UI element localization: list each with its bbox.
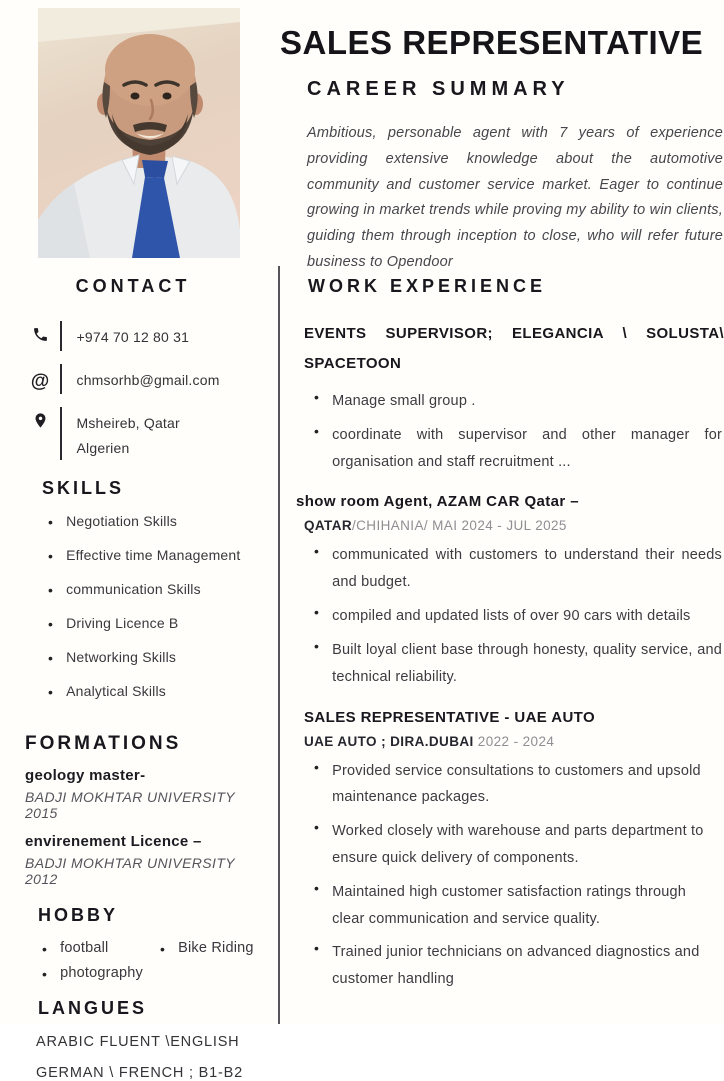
langues-heading: LANGUES [38,998,148,1019]
job-bullet: • Built loyal client base through honesty, quality service, and technical reliability. [314,637,722,685]
job-bullets [296,758,724,994]
job-entry-showroom-agent [296,487,724,690]
formation-entry [18,767,268,821]
formation-title: envirenement Licence – [25,833,202,851]
job-title: SALES REPRESENTATIVE - UAE AUTO [304,708,596,726]
job-subtitle-company: UAE AUTO ; DIRA.DUBAI [304,733,474,749]
job-bullet: • Worked closely with warehouse and parts department to ensure quick delivery of components. [314,819,704,866]
formation-title: geology master- [25,767,146,785]
formation-entry [18,833,268,887]
career-summary-heading: CAREER SUMMARY [307,78,570,100]
skills-section [18,478,268,703]
job-bullet: • compiled and updated lists of over 90 cars with details [314,604,691,625]
job-bullet: • Manage small group . [314,389,476,409]
job-entry-events-supervisor [296,319,724,475]
job-bullet: • Provided service consultations to customers and upsold maintenance packages. [314,758,701,806]
portrait-illustration [38,8,240,258]
location-pin-icon [28,407,52,460]
location-line2: Algerien [76,439,130,456]
skill-item: • Effective time Management [48,547,241,565]
job-subtitle-dates: 2022 - 2024 [473,733,555,749]
contact-list [18,321,268,460]
formation-detail: BADJI MOKHTAR UNIVERSITY 2015 [25,789,235,822]
skill-item: • communication Skills [48,581,201,599]
email-address: chmsorhb@gmail.com [76,372,220,388]
skills-heading: SKILLS [42,478,125,498]
hobby-item: • photography [42,964,143,982]
hobby-section [18,905,268,986]
location-text [62,407,180,460]
job-bullet: • communicated with customers to understand their needs and budget. [314,543,722,591]
job-bullet: • Trained junior technicians on advanced diagnostics and customer handling [314,940,700,988]
langue-line: ARABIC FLUENT \ENGLISH [36,1034,240,1051]
skill-item: • Negotiation Skills [48,513,178,530]
skill-item: • Networking Skills [48,649,177,667]
phone-number: +974 70 12 80 31 [76,329,190,345]
hobby-list [18,940,268,986]
location-line1: Msheireb, Qatar [76,415,180,431]
job-title: show room Agent, AZAM CAR Qatar – [296,493,579,511]
job-subtitle-company: QATAR [304,518,352,534]
contact-email [28,364,268,394]
phone-icon [28,321,52,351]
formation-detail: BADJI MOKHTAR UNIVERSITY 2012 [25,855,235,888]
hobby-item: • football [42,940,109,958]
job-subtitle [296,734,724,749]
job-bullet: • coordinate with supervisor and other manager for organisation and staff recruitment ... [314,422,722,470]
job-subtitle [296,518,724,533]
skills-list [18,513,268,703]
hobby-item: • Bike Riding [160,940,254,958]
contact-location [28,407,268,460]
profile-photo [38,8,240,258]
column-divider [278,266,280,1024]
skill-item: • Analytical Skills [48,683,166,701]
sidebar [18,276,268,1081]
job-subtitle-dates: /CHIHANIA/ MAI 2024 - JUL 2025 [352,518,567,534]
hobby-heading: HOBBY [38,905,119,926]
formations-section [18,733,268,887]
career-summary-text: Ambitious, personable agent with 7 years of experience providing extensive knowledge about the automotive community and customer service market. Eager to continue growing in market trends while proving my ability to win clients, guiding them through inception to close, who will refer future business to Opendoor [307,125,723,270]
formations-heading: FORMATIONS [25,733,182,755]
job-entry-sales-representative [296,703,724,994]
job-bullets [296,388,724,475]
contact-phone [28,321,268,351]
header [280,24,724,276]
email-at-icon: @ [30,371,50,392]
work-experience-heading: WORK EXPERIENCE [308,276,547,296]
job-bullets [296,542,724,690]
contact-heading: CONTACT [75,276,191,296]
job-bullet: • Maintained high customer satisfaction ratings through clear communication and service quality. [314,879,687,927]
job-title: EVENTS SUPERVISOR; ELEGANCIA \ SOLUSTA\ SPACETOON [304,325,724,372]
skill-item: • Driving Licence B [48,615,179,633]
langue-line: GERMAN \ FRENCH ; B1-B2 [36,1065,243,1081]
langues-section [18,998,268,1081]
page-title: SALES REPRESENTATIVE [280,24,704,61]
experience-column [296,276,724,1000]
